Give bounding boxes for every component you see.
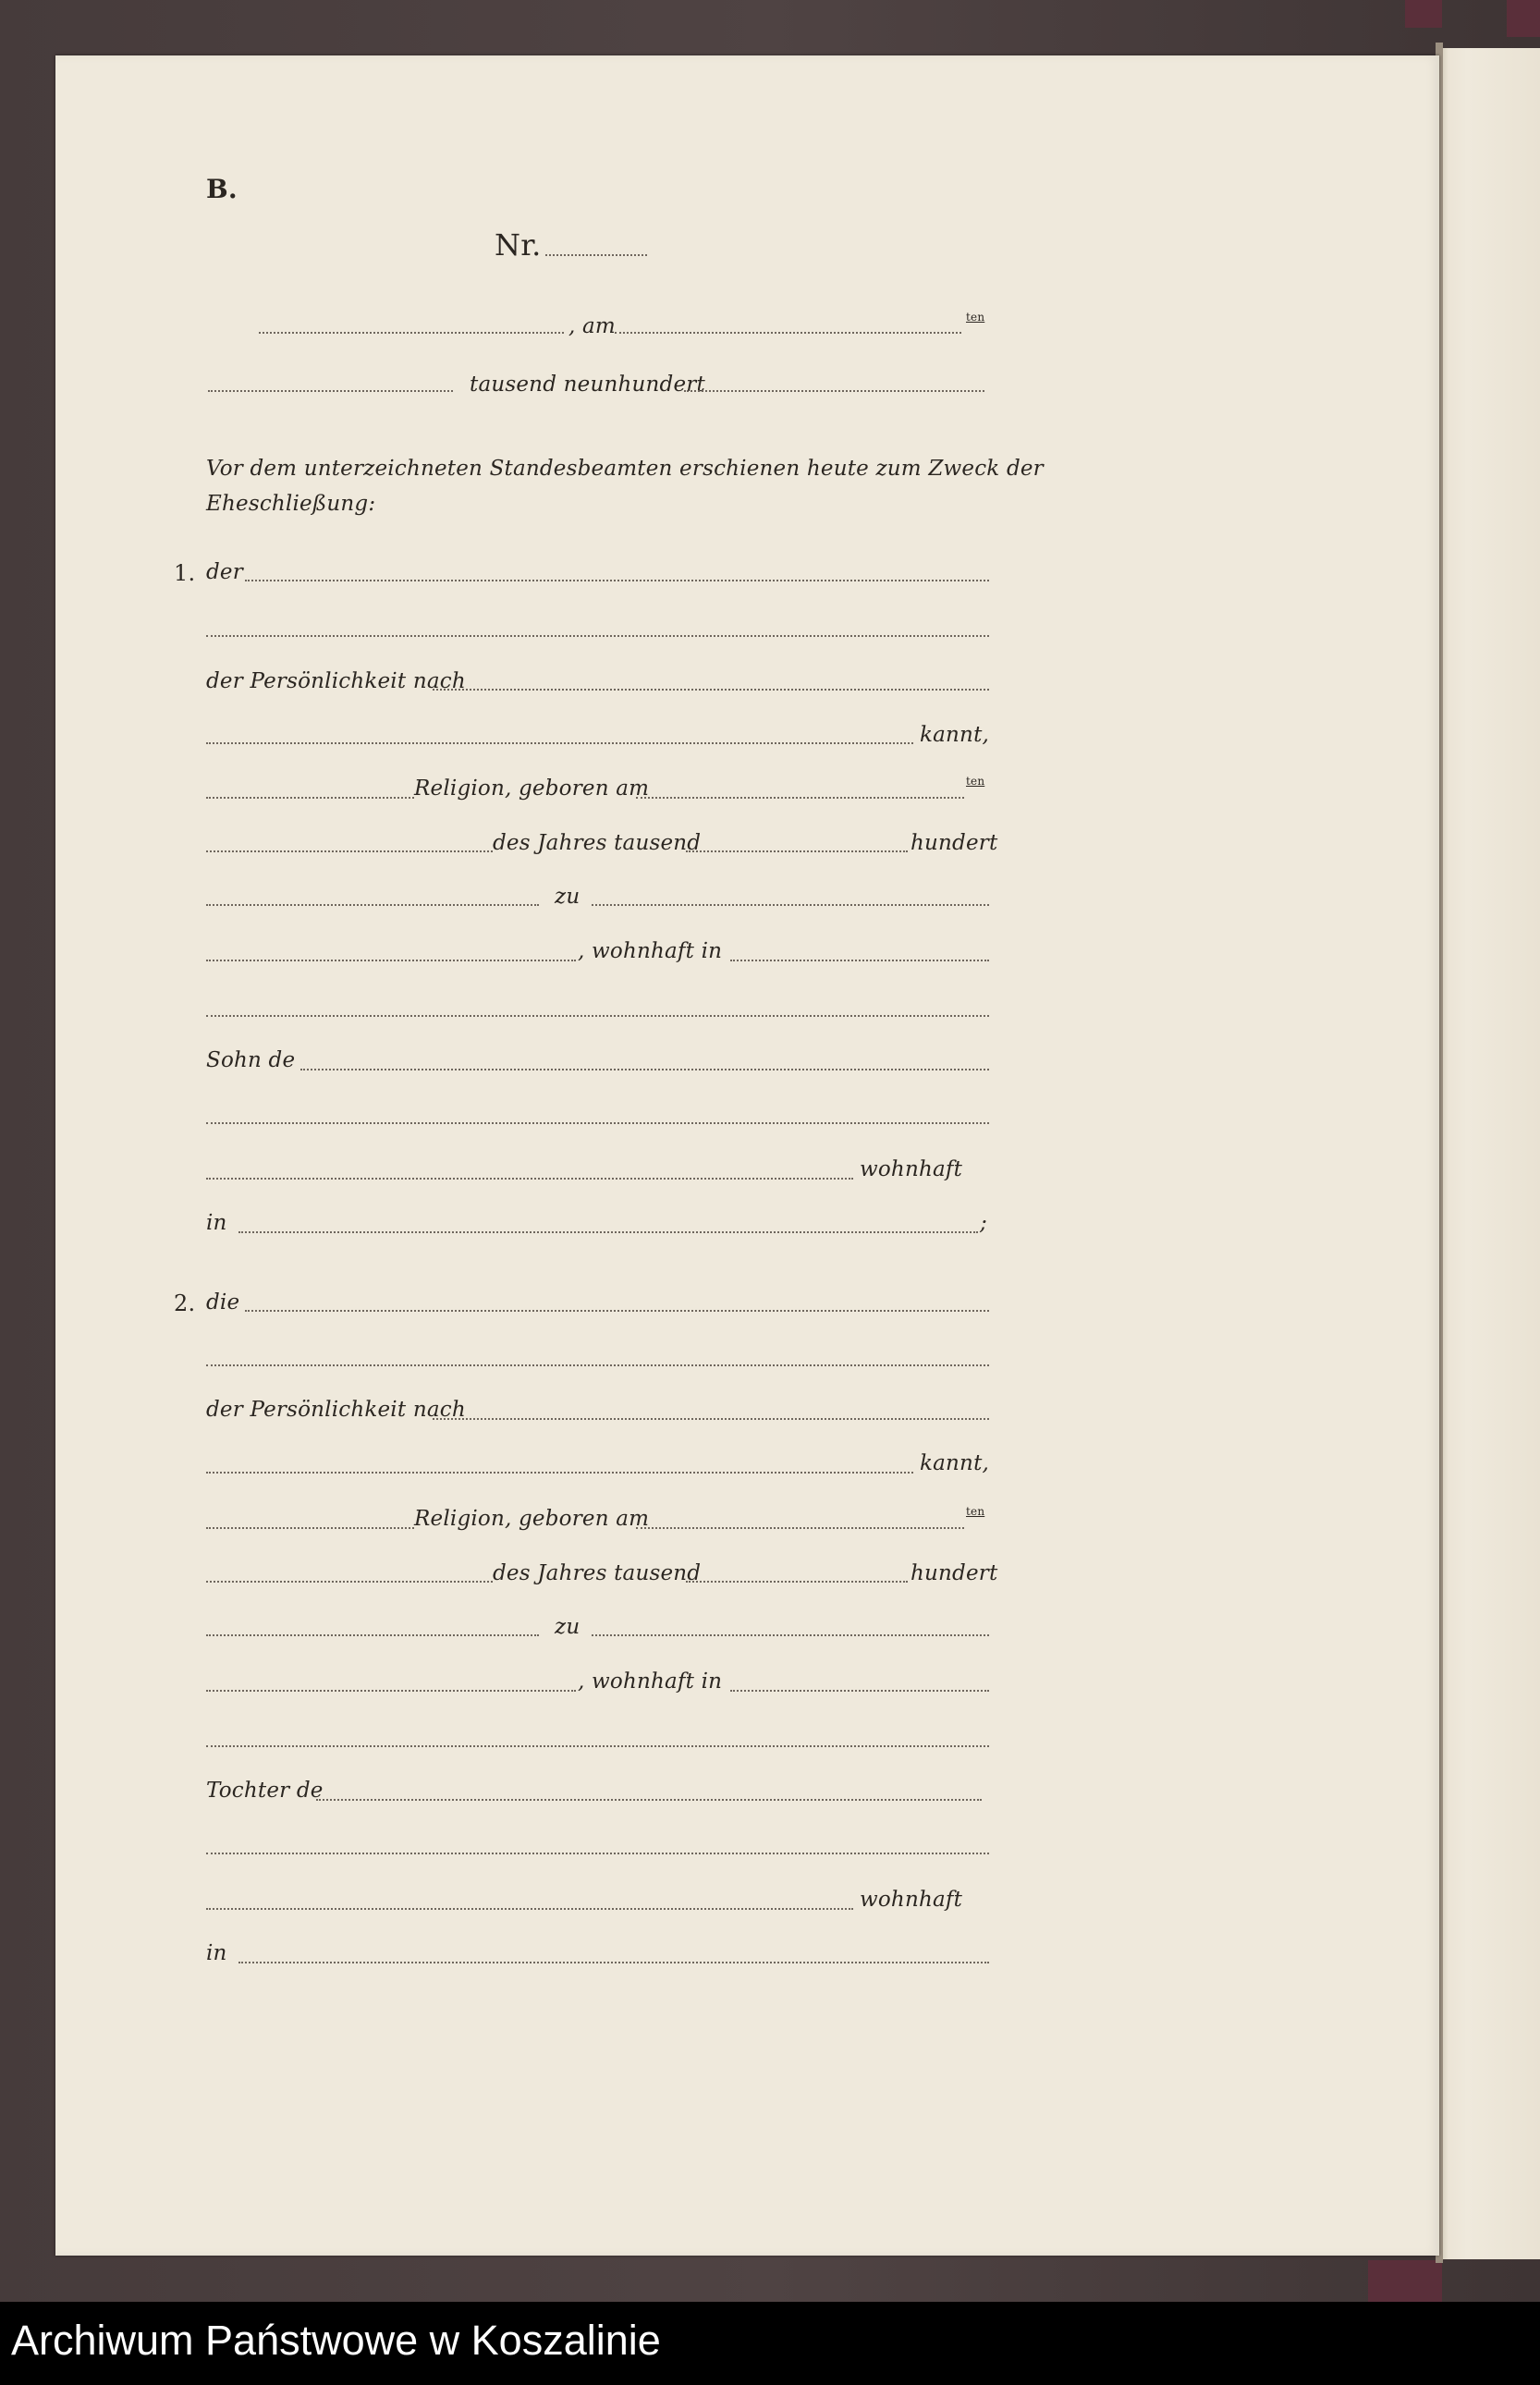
person2-prefix-line	[206, 1581, 493, 1583]
person2-religion-born: Religion, geboren am	[414, 1507, 650, 1531]
person1-article: der	[206, 560, 243, 584]
person2-known-line	[206, 1472, 913, 1474]
person2-residence-line	[730, 1690, 989, 1692]
person1-at: zu	[555, 885, 581, 909]
binding-tab-top	[1405, 0, 1442, 28]
person2-known: kannt,	[920, 1451, 990, 1475]
person2-birthdate-line	[636, 1527, 964, 1529]
person1-identity-line	[433, 689, 989, 691]
person2-residence-prefix-line	[206, 1690, 576, 1692]
person1-child-of: Sohn de	[206, 1048, 296, 1072]
person2-at: zu	[555, 1615, 581, 1639]
year-words: tausend neunhundert	[470, 373, 705, 397]
person1-residing: , wohnhaft in	[578, 939, 723, 963]
person1-parents-line	[300, 1069, 989, 1070]
person1-residence-line	[730, 960, 989, 961]
date-superscript: ten	[966, 311, 985, 324]
person1-residence-prefix-line	[206, 960, 576, 961]
year-prefix-line	[208, 390, 453, 392]
person2-child-of: Tochter de	[206, 1779, 324, 1803]
person1-birthplace-line	[592, 904, 989, 906]
person1-religion-born: Religion, geboren am	[414, 777, 650, 801]
person2-identity: der Persönlichkeit nach	[206, 1398, 466, 1422]
person2-parents-line-3	[206, 1908, 853, 1910]
binding-tab-right-top	[1507, 0, 1540, 37]
person1-end: ;	[980, 1211, 987, 1235]
binding-tab-bottom	[1368, 2260, 1442, 2302]
year-suffix-line	[684, 390, 984, 392]
person2-name-line-2	[206, 1364, 989, 1366]
person1-at-prefix-line	[206, 904, 539, 906]
person1-number: 1.	[174, 560, 196, 586]
person1-birth-superscript: ten	[966, 775, 985, 788]
person2-parents-line	[316, 1799, 982, 1801]
person1-known: kannt,	[920, 723, 990, 747]
number-line	[545, 254, 647, 256]
person2-article: die	[206, 1290, 240, 1315]
person1-residence-line-2	[206, 1015, 989, 1017]
person1-name-line	[245, 580, 989, 581]
intro-line-2: Eheschließung:	[206, 492, 376, 516]
person2-name-line	[245, 1310, 989, 1312]
person2-in: in	[206, 1941, 227, 1965]
person2-birth-superscript: ten	[966, 1505, 985, 1518]
person2-year-line	[686, 1581, 908, 1583]
person1-resident: wohnhaft	[860, 1157, 963, 1181]
date-line	[615, 332, 961, 334]
person2-birthplace-line	[592, 1634, 989, 1636]
person1-birthdate-line	[636, 797, 964, 799]
date-am-label: , am	[568, 314, 616, 338]
person2-parents-residence-line	[238, 1962, 989, 1963]
person1-known-line	[206, 742, 913, 744]
person2-residence-line-2	[206, 1745, 989, 1747]
person2-year-of: des Jahres tausend	[493, 1561, 702, 1585]
person1-identity: der Persönlichkeit nach	[206, 669, 466, 693]
person1-parents-line-2	[206, 1122, 989, 1124]
next-page-edge	[1439, 48, 1540, 2259]
person2-resident: wohnhaft	[860, 1888, 963, 1912]
marriage-form	[55, 55, 1439, 2256]
person2-residing: , wohnhaft in	[578, 1670, 723, 1694]
person1-prefix-line	[206, 850, 493, 852]
person1-name-line-2	[206, 635, 989, 637]
person2-identity-line	[433, 1418, 989, 1420]
person1-parents-residence-line	[238, 1231, 978, 1233]
place-line	[259, 332, 564, 334]
person1-in: in	[206, 1211, 227, 1235]
person1-religion-line	[206, 797, 414, 799]
archive-name: Archiwum Państwowe w Koszalinie	[11, 2317, 661, 2364]
person1-hundred: hundert	[911, 831, 998, 855]
section-letter: B.	[206, 174, 238, 204]
archive-footer-bar	[0, 2302, 1540, 2385]
person2-at-prefix-line	[206, 1634, 539, 1636]
person1-parents-line-3	[206, 1178, 853, 1180]
number-label: Nr.	[495, 227, 542, 263]
person2-religion-line	[206, 1527, 414, 1529]
person1-year-of: des Jahres tausend	[493, 831, 702, 855]
intro-line-1: Vor dem unterzeichneten Standesbeamten erschienen heute zum Zweck der	[206, 457, 1044, 481]
document-page	[55, 55, 1439, 2256]
person2-hundred: hundert	[911, 1561, 998, 1585]
person1-year-line	[686, 850, 908, 852]
person2-number: 2.	[174, 1290, 196, 1316]
person2-parents-line-2	[206, 1853, 989, 1854]
